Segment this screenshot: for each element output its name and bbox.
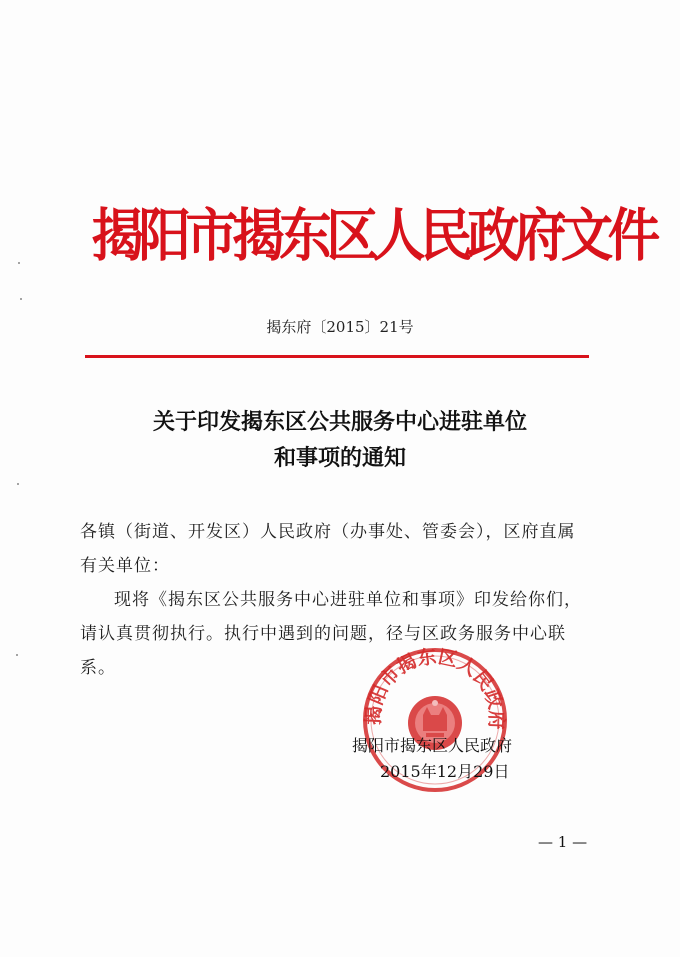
scan-speck (18, 262, 20, 264)
scan-speck (16, 654, 18, 656)
red-separator-line (85, 355, 589, 358)
scan-speck (20, 298, 22, 300)
page-number: — 1 — (538, 833, 588, 851)
document-number: 揭东府〔2015〕21号 (266, 318, 414, 336)
recipients-line2: 有关单位： (80, 556, 170, 576)
paragraph-line3: 系。 (80, 658, 116, 678)
recipients-line1: 各镇（街道、开发区）人民政府（办事处、管委会），区府直属 (80, 522, 576, 542)
notice-title-line2: 和事项的通知 (273, 445, 406, 471)
signing-organization: 揭阳市揭东区人民政府 (352, 736, 513, 755)
issuer-header-title: 揭阳市揭东区人民政府文件 (91, 203, 655, 269)
scan-speck (17, 483, 19, 485)
paragraph-line1: 现将《揭东区公共服务中心进驻单位和事项》印发给你们， (114, 590, 582, 610)
notice-title-line1: 关于印发揭东区公共服务中心进驻单位 (152, 409, 527, 435)
svg-text:揭阳市揭东区人民政府: 揭阳市揭东区人民政府 (362, 645, 508, 730)
paragraph-line2: 请认真贯彻执行。执行中遇到的问题，径与区政务服务中心联 (80, 624, 566, 644)
signing-date: 2015年12月29日 (380, 762, 510, 781)
